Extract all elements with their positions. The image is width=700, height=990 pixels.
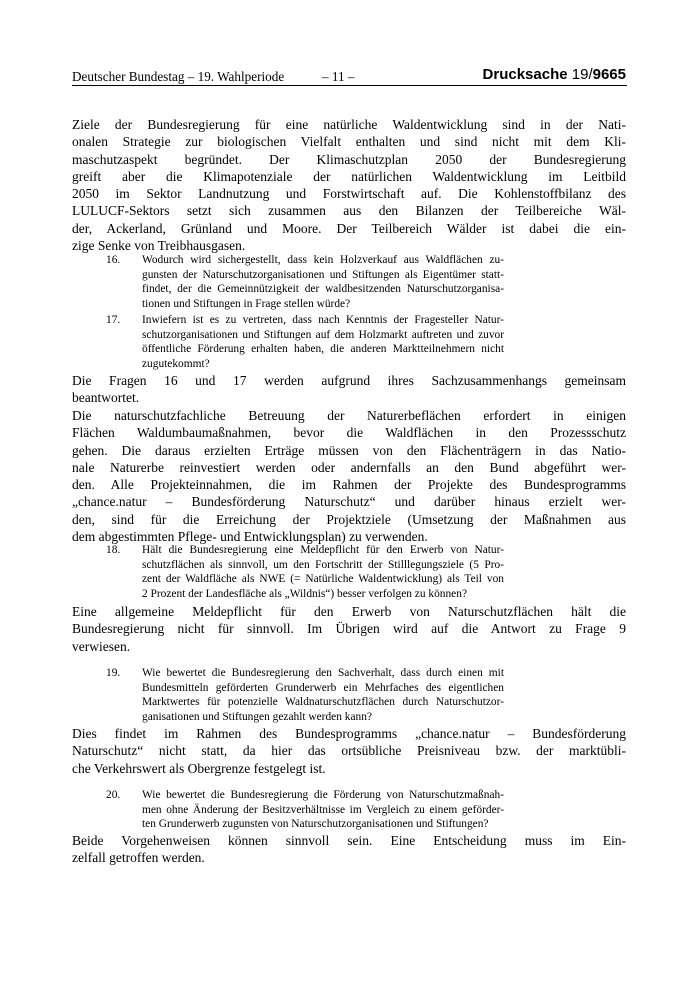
text-line: Beide Vorgehenweisen können sinnvoll sein. Eine Entscheidung muss im Ein-: [72, 833, 626, 848]
text-line: öffentliche Förderung erhalten haben, die anderen Marktteilnehmern nicht: [142, 343, 504, 355]
text-line: LULUCF-Sektors setzt sich zusammen aus den Bilanzen der Teilbereiche Wäl-: [72, 203, 626, 219]
text-line: zugutekommt?: [142, 357, 210, 370]
question-text: [142, 666, 504, 724]
page-header: [72, 67, 626, 87]
text-line: men ohne Änderung der Besitzverhältnisse im Vergleich zu einem geförder-: [142, 803, 504, 816]
text-line: Ziele der Bundesregierung für eine natürliche Waldentwicklung sind in der Nati-: [72, 117, 626, 132]
header-page-number: – 11 –: [322, 69, 355, 84]
text-line: zent der Waldfläche als NWE (= Natürliche Waldentwicklung) als Teil von: [142, 573, 504, 585]
text-line: Hält die Bundesregierung eine Meldepflicht für den Erwerb von Natur-: [142, 544, 504, 556]
question-number: 17.: [106, 314, 121, 326]
answer-paragraph-6: [72, 832, 626, 867]
header-doc-number: 9665: [592, 66, 626, 83]
answer-paragraph-4: [72, 603, 626, 655]
text-line: der, Ackerland, Grünland und Moore. Der Teilbereich Wälder ist dabei die ein-: [72, 220, 626, 236]
question-number: 20.: [106, 789, 121, 801]
text-line: schutzflächen als sinnvoll, um den Fortschritt der Stilllegungsziele (5 Pro-: [142, 558, 504, 571]
text-line: Wie bewertet die Bundesregierung den Sachverhalt, dass durch einen mit: [142, 667, 504, 679]
text-line: onalen Strategie zur biologischen Vielfalt enthalten und sind nicht mit dem Kli-: [72, 134, 626, 150]
text-line: verwiesen.: [72, 638, 131, 654]
text-line: 2050 im Sektor Landnutzung und Forstwirtschaft auf. Die Kohlenstoffbilanz des: [72, 186, 626, 202]
question-text: [142, 788, 504, 832]
text-line: beantwortet.: [72, 390, 140, 406]
text-line: ten Grunderwerb zugunsten von Naturschutzorganisationen und Stiftungen?: [142, 818, 489, 830]
text-line: dem abgestimmten Pflege- und Entwicklungsplan) zu verwenden.: [72, 529, 428, 545]
question-number: 18.: [106, 544, 121, 556]
text-line: gehen. Die daraus erzielten Erträge müssen von den Flächenträgern in das Natio-: [72, 442, 626, 458]
text-line: 2 Prozent der Landesfläche als „Wildnis“) besser verfolgen zu können?: [142, 587, 467, 600]
text-line: schutzorganisationen und Stiftungen auf dem Holzmarkt auftreten und zuvor: [142, 328, 504, 341]
header-rule: [72, 85, 627, 86]
text-line: Inwiefern ist es zu vertreten, dass nach Kenntnis der Fragesteller Natur-: [142, 314, 504, 326]
answer-paragraph-3: [72, 407, 626, 545]
text-line: Die naturschutzfachliche Betreuung der Naturerbeflächen erfordert in einigen: [72, 408, 626, 423]
question-number: 16.: [106, 254, 121, 266]
text-line: findet, der die Gemeinnützigkeit der waldbesitzenden Naturschutzorganisa-: [142, 283, 504, 295]
text-line: Bundesregierung nicht für sinnvoll. Im Übrigen wird auf die Antwort zu Frage 9: [72, 621, 626, 637]
text-line: Naturschutz“ nicht statt, da hier das ortsübliche Preisniveau bzw. der marktübli-: [72, 743, 626, 759]
header-publication: Deutscher Bundestag – 19. Wahlperiode: [72, 69, 285, 84]
text-line: nale Naturerbe reinvestiert werden oder andernfalls an den Bund abgeführt wer-: [72, 459, 626, 475]
header-doc-number-prefix: 19/: [571, 66, 593, 83]
text-line: Bundesmitteln geförderten Grunderwerb ein Mehrfaches des eigentlichen: [142, 681, 504, 694]
text-line: den. Alle Projekteinnahmen, die im Rahmen der Projekte des Bundesprogramms: [72, 477, 626, 493]
text-line: Dies findet im Rahmen des Bundesprogramms „chance.natur – Bundesförderung: [72, 726, 626, 741]
text-line: gunsten der Naturschutzorganisationen und Stiftungen als Eigentümer statt-: [142, 268, 504, 281]
text-line: tionen und Stiftungen in Frage stellen würde?: [142, 297, 351, 310]
text-line: che Verkehrswert als Obergrenze festgelegt ist.: [72, 760, 326, 776]
text-line: Eine allgemeine Meldepflicht für den Erwerb von Naturschutzflächen hält die: [72, 604, 626, 619]
text-line: Marktwertes für potenzielle Waldnaturschutzflächen durch Naturschutzor-: [142, 696, 504, 708]
answer-paragraph-5: [72, 725, 626, 777]
text-line: „chance.natur – Bundesförderung Naturschutz“ und darüber hinaus erzielt wer-: [72, 494, 626, 510]
text-line: Die Fragen 16 und 17 werden aufgrund ihres Sachzusammenhangs gemeinsam: [72, 373, 626, 388]
text-line: Wodurch wird sichergestellt, dass kein Holzverkauf aus Waldflächen zu-: [142, 254, 504, 266]
header-doc-label: Drucksache: [482, 66, 568, 83]
text-line: zelfall getroffen werden.: [72, 850, 205, 866]
answer-paragraph-2: [72, 372, 626, 407]
text-line: ganisationen und Stiftungen gezahlt werden kann?: [142, 710, 372, 723]
text-line: greift aber die Klimapotenziale der natürlichen Waldentwicklung im Leitbild: [72, 168, 626, 184]
text-line: Wie bewertet die Bundesregierung die Förderung von Naturschutzmaßnah-: [142, 789, 504, 801]
header-document-number: [483, 67, 626, 83]
text-line: Flächen Waldumbaumaßnahmen, bevor die Waldflächen in den Prozessschutz: [72, 425, 626, 441]
answer-paragraph-1: [72, 116, 626, 254]
question-text: [142, 543, 504, 601]
text-line: zige Senke von Treibhausgasen.: [72, 238, 246, 254]
question-text: [142, 253, 504, 311]
question-number: 19.: [106, 667, 121, 679]
text-line: maschutzaspekt begründet. Der Klimaschutzplan 2050 der Bundesregierung: [72, 151, 626, 167]
text-line: den, sind für die Erreichung der Projektziele (Umsetzung der Maßnahmen aus: [72, 511, 626, 527]
question-text: [142, 313, 504, 371]
